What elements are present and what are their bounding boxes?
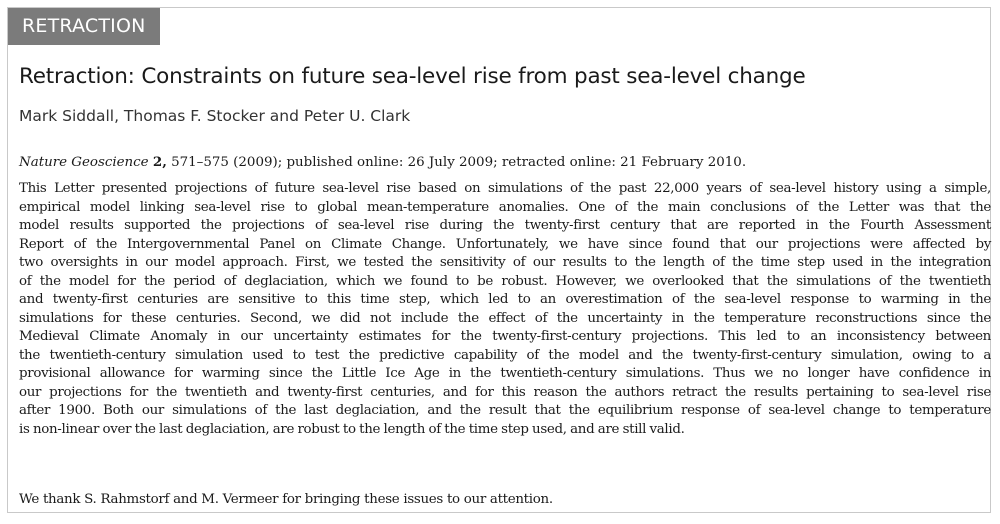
retraction-tag: RETRACTION: [8, 8, 160, 45]
body-line: our projections for the twentieth and twenty-first centuries, and for this reason the authors retract the results pertaining to sea-level rise: [19, 384, 991, 400]
body-line: of the model for the period of deglaciation, which we found to be robust. However, we overlooked that the simulations of the twentieth: [19, 273, 991, 289]
body-line: provisional allowance for warming since the Little Ice Age in the twentieth-century simulations. Thus we no longer have confidence in: [19, 366, 991, 381]
body-line: This Letter presented projections of future sea-level rise based on simulations of the past 22,000 years of sea-level history using a simple,: [19, 181, 991, 196]
body-line: after 1900. Both our simulations of the last deglaciation, and the result that the equilibrium response of sea-level change to temperature: [19, 403, 991, 418]
body-line: is non-linear over the last deglaciation, are robust to the length of the time step used, and are still valid.: [19, 421, 685, 437]
author-list: Mark Siddall, Thomas F. Stocker and Peter U. Clark: [19, 107, 411, 125]
body-line: model results supported the projections of sea-level rise during the twenty-first century that are reported in the Fourth Assessment: [19, 218, 991, 233]
body-line: and twenty-first centuries are sensitive to this time step, which led to an overestimation of the sea-level response to warming in the: [19, 292, 991, 307]
acknowledgement: We thank S. Rahmstorf and M. Vermeer for bringing these issues to our attention.: [19, 492, 553, 507]
body-line: the twentieth-century simulation used to test the predictive capability of the model and the twenty-first-century simulation, owing to a: [19, 347, 991, 363]
body-line: Medieval Climate Anomaly in our uncertainty estimates for the twenty-first-century projections. This led to an inconsistency between: [19, 329, 991, 344]
article-title: Retraction: Constraints on future sea-level rise from past sea-level change: [19, 64, 806, 89]
retraction-notice: [7, 7, 991, 513]
body-line: Report of the Intergovernmental Panel on Climate Change. Unfortunately, we have since found that our projections were affected by: [19, 236, 991, 252]
journal-volume: 2,: [152, 154, 167, 170]
citation-line: [19, 154, 746, 170]
journal-name: Nature Geoscience: [19, 155, 149, 170]
body-line: two oversights in our model approach. First, we tested the sensitivity of our results to the length of the time step used in the integration: [19, 255, 991, 270]
citation-details: 571–575 (2009); published online: 26 July 2009; retracted online: 21 February 2010.: [166, 155, 747, 170]
body-line: empirical model linking sea-level rise to global mean-temperature anomalies. One of the main conclusions of the Letter was that the: [19, 199, 991, 215]
retraction-body: [19, 180, 991, 439]
body-line: simulations for these centuries. Second, we did not include the effect of the uncertainty in the temperature reconstructions since the: [19, 310, 991, 326]
